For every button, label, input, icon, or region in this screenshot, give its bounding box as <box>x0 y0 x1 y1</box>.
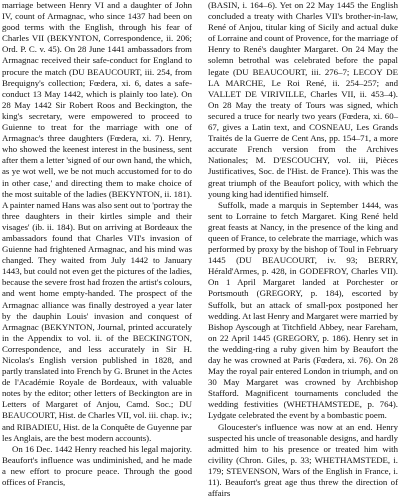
paragraph: marriage between Henry VI and a daughter of John IV, count of Armagnac, who since 1437 had been on good terms with the English, through his fear of Charles VII (BEKYNTON, Correspondence, ii. 206; Ord. P. C. v. 45). On 28 June 1441 ambassadors from Armagnac received their safe-conduct for England to procure the match (DU BEAUCOURT, iii. 254, from Brequigny's collection; Fœdera, xi. 6, dates a safe-conduct 13 May 1442, which is plainly too late). On 28 May 1442 Sir Robert Roos and Beckington, the king's secretary, were empowered to proceed to Guienne to treat for the marriage with one of Armagnac's three daughters (Fœdera, xi. 7). Henry, who showed the keenest interest in the business, sent after them a letter 'signed of our own hand, the which, as ye wot well, we be not much accustomed for to do in other case,' and directing them to make choice of the most suitable of the ladies (BEKYNTON, ii. 181). A painter named Hans was also sent out to 'portray the three daughters in their kirtles simple and their visages' (ib. ii. 184). But on arriving at Bordeaux the ambassadors found that Charles VII's invasion of Guienne had frightened Armagnac, and his mind was changed. They waited from July 1442 to January 1443, but could not even get the pictures of the ladies, because the severe frost had frozen the artist's colours, and went home empty-handed. The prospect of the Armagnac alliance was finally destroyed a year later by the dauphin Louis' invasion and conquest of Armagnac (BEKYNTON, Journal, printed accurately in the Appendix to vol. ii. of the BECKINGTON, Correspondence, and less accurately in Sir H. Nicolas's English version published in 1828, and partly translated into French by G. Brunet in the Actes de l'Académie Royale de Bordeaux, with valuable notes by the editor; other letters of Beckington are in Letters of Margaret of Anjou, Camd. Soc.; DU BEAUCOURT, Hist. de Charles VII, vol. iii. chap. iv.; and RIBADIEU, Hist. de la Conquête de Guyenne par les Anglais, are the best modern accounts). <box>2 0 192 443</box>
right-text-column <box>208 0 398 499</box>
paragraph: Suffolk, made a marquis in September 1444, was sent to Lorraine to fetch Margaret. King René held great feasts at Nancy, in the presence of the king and queen of France, to celebrate the marriage, which was performed by proxy by the bishop of Toul in February 1445 (DU BEAUCOURT, iv. 93; BERRY, Hérald'Armes, p. 428, in GODEFROY, Charles VII). On 1 April Margaret landed at Porchester or Portsmouth (GREGORY, p. 184), escorted by Suffolk, but an attack of small-pox postponed her wedding. At last Henry and Margaret were married by Bishop Ayscough at Titchfield Abbey, near Fareham, on 22 April 1445 (GREGORY, p. 186). Henry set in the wedding-ring a ruby given him by Beaufort the day he was crowned at Paris (Fœdera, xi. 76). On 28 May the royal pair entered London in triumph, and on 30 May Margaret was crowned by Archbishop Stafford. Magnificent tournaments concluded the wedding festivities (WHETHAMSTEDE, p. 764). Lydgate celebrated the event by a bombastic poem. <box>208 199 398 421</box>
left-text-column <box>2 0 192 488</box>
paragraph: Gloucester's influence was now at an end. Henry suspected his uncle of treasonable designs, and hardly admitted him to his presence or treated him with civility (Chron. Giles, p. 33; WHETHAMSTEDE, i. 179; STEVENSON, Wars of the English in France, i. 11). Beaufort's great age thus threw the direction of affairs <box>208 421 398 499</box>
paragraph: On 16 Dec. 1442 Henry reached his legal majority. Beaufort's influence was undiminished, and he made a new effort to procure peace. Through the good offices of Francis, <box>2 443 192 488</box>
paragraph: (BASIN, i. 164–6). Yet on 22 May 1445 the English concluded a treaty with Charles VII's brother-in-law, René of Anjou, titular king of Sicily and actual duke of Lorraine and count of Provence, for the marriage of Henry to René's daughter Margaret. On 24 May the solemn betrothal was celebrated before the papal legate (DU BEAUCOURT, iii. 276–7; LECOY DE LA MARCHE, Le Roi René, ii. 254–257; and VALLET DE VIRIVILLE, Charles VII, ii. 453–4). On 28 May the treaty of Tours was signed, which secured a truce for nearly two years (Fœdera, xi. 60–67, gives a Latin text, and COSNEAU, Les Grands Traités de la Guerre de Cent Ans, pp. 154–71, a more accurate French version from the Archives Nationales; M. D'ESCOUCHY, vol. iii, Pièces Justificatives, Soc. de l'Hist. de France). This was the great triumph of the Beaufort policy, with which the young king had identified himself. <box>208 0 398 199</box>
